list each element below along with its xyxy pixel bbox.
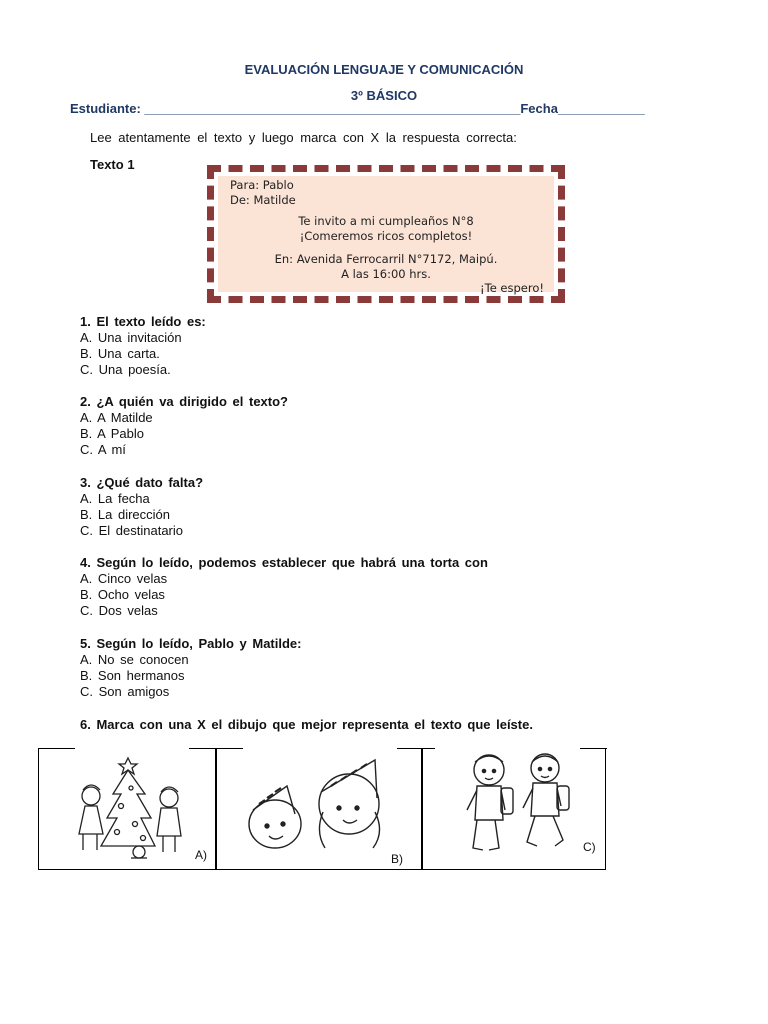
answer-option[interactable]: A. No se conocen: [80, 652, 189, 667]
answer-option[interactable]: C. Son amigos: [80, 684, 170, 699]
student-date-line[interactable]: Estudiante: ____________________________________________________Fecha____________: [70, 101, 645, 116]
invitation-closing: ¡Te espero!: [480, 281, 544, 295]
picture-label: B): [391, 852, 403, 866]
answer-option[interactable]: C. A mí: [80, 442, 126, 457]
question-3: [80, 475, 203, 539]
picture-option-b[interactable]: [216, 748, 422, 870]
answer-option[interactable]: B. Son hermanos: [80, 668, 185, 683]
answer-option[interactable]: A. Cinco velas: [80, 571, 168, 586]
question-1: [80, 314, 206, 378]
invitation-to: Para: Pablo: [230, 178, 294, 192]
document-title: EVALUACIÓN LENGUAJE Y COMUNICACIÓN: [244, 62, 524, 77]
question-4: [80, 555, 488, 619]
picture-label: C): [583, 840, 596, 854]
grade-label: 3º BÁSICO: [350, 88, 418, 103]
picture-options: [38, 748, 606, 870]
invitation-line-3: En: Avenida Ferrocarril N°7172, Maipú.: [274, 252, 498, 266]
text-label: Texto 1: [90, 157, 135, 172]
answer-option[interactable]: A. A Matilde: [80, 410, 153, 425]
question-title: 4. Según lo leído, podemos establecer que habrá una torta con: [80, 555, 488, 570]
invitation-line-1: Te invito a mi cumpleaños N°8: [298, 214, 474, 228]
answer-option[interactable]: C. Dos velas: [80, 603, 158, 618]
question-2: [80, 394, 288, 458]
question-title: 6. Marca con una X el dibujo que mejor representa el texto que leíste.: [80, 717, 533, 732]
question-6: [80, 717, 533, 733]
answer-option[interactable]: B. A Pablo: [80, 426, 144, 441]
invitation-content: [218, 176, 554, 295]
question-title: 5. Según lo leído, Pablo y Matilde:: [80, 636, 302, 651]
instructions: Lee atentamente el texto y luego marca con X la respuesta correcta:: [90, 130, 517, 145]
children-christmas-tree-icon: [73, 754, 191, 862]
answer-option[interactable]: A. La fecha: [80, 491, 150, 506]
answer-option[interactable]: A. Una invitación: [80, 330, 182, 345]
invitation-line-4: A las 16:00 hrs.: [341, 267, 431, 281]
invitation-line-2: ¡Comeremos ricos completos!: [299, 229, 473, 243]
answer-option[interactable]: C. El destinatario: [80, 523, 183, 538]
question-title: 2. ¿A quién va dirigido el texto?: [80, 394, 288, 409]
answer-option[interactable]: B. Ocho velas: [80, 587, 165, 602]
children-party-hats-icon: [245, 752, 395, 856]
question-title: 1. El texto leído es:: [80, 314, 206, 329]
picture-option-a[interactable]: [38, 748, 216, 870]
answer-option[interactable]: B. La dirección: [80, 507, 170, 522]
picture-option-c[interactable]: [422, 748, 606, 870]
question-title: 3. ¿Qué dato falta?: [80, 475, 204, 490]
invitation-from: De: Matilde: [230, 193, 296, 207]
children-backpacks-icon: [457, 750, 583, 862]
answer-option[interactable]: C. Una poesía.: [80, 362, 171, 377]
answer-option[interactable]: B. Una carta.: [80, 346, 160, 361]
invitation-card: [207, 165, 565, 303]
picture-label: A): [195, 848, 207, 862]
question-5: [80, 636, 301, 700]
